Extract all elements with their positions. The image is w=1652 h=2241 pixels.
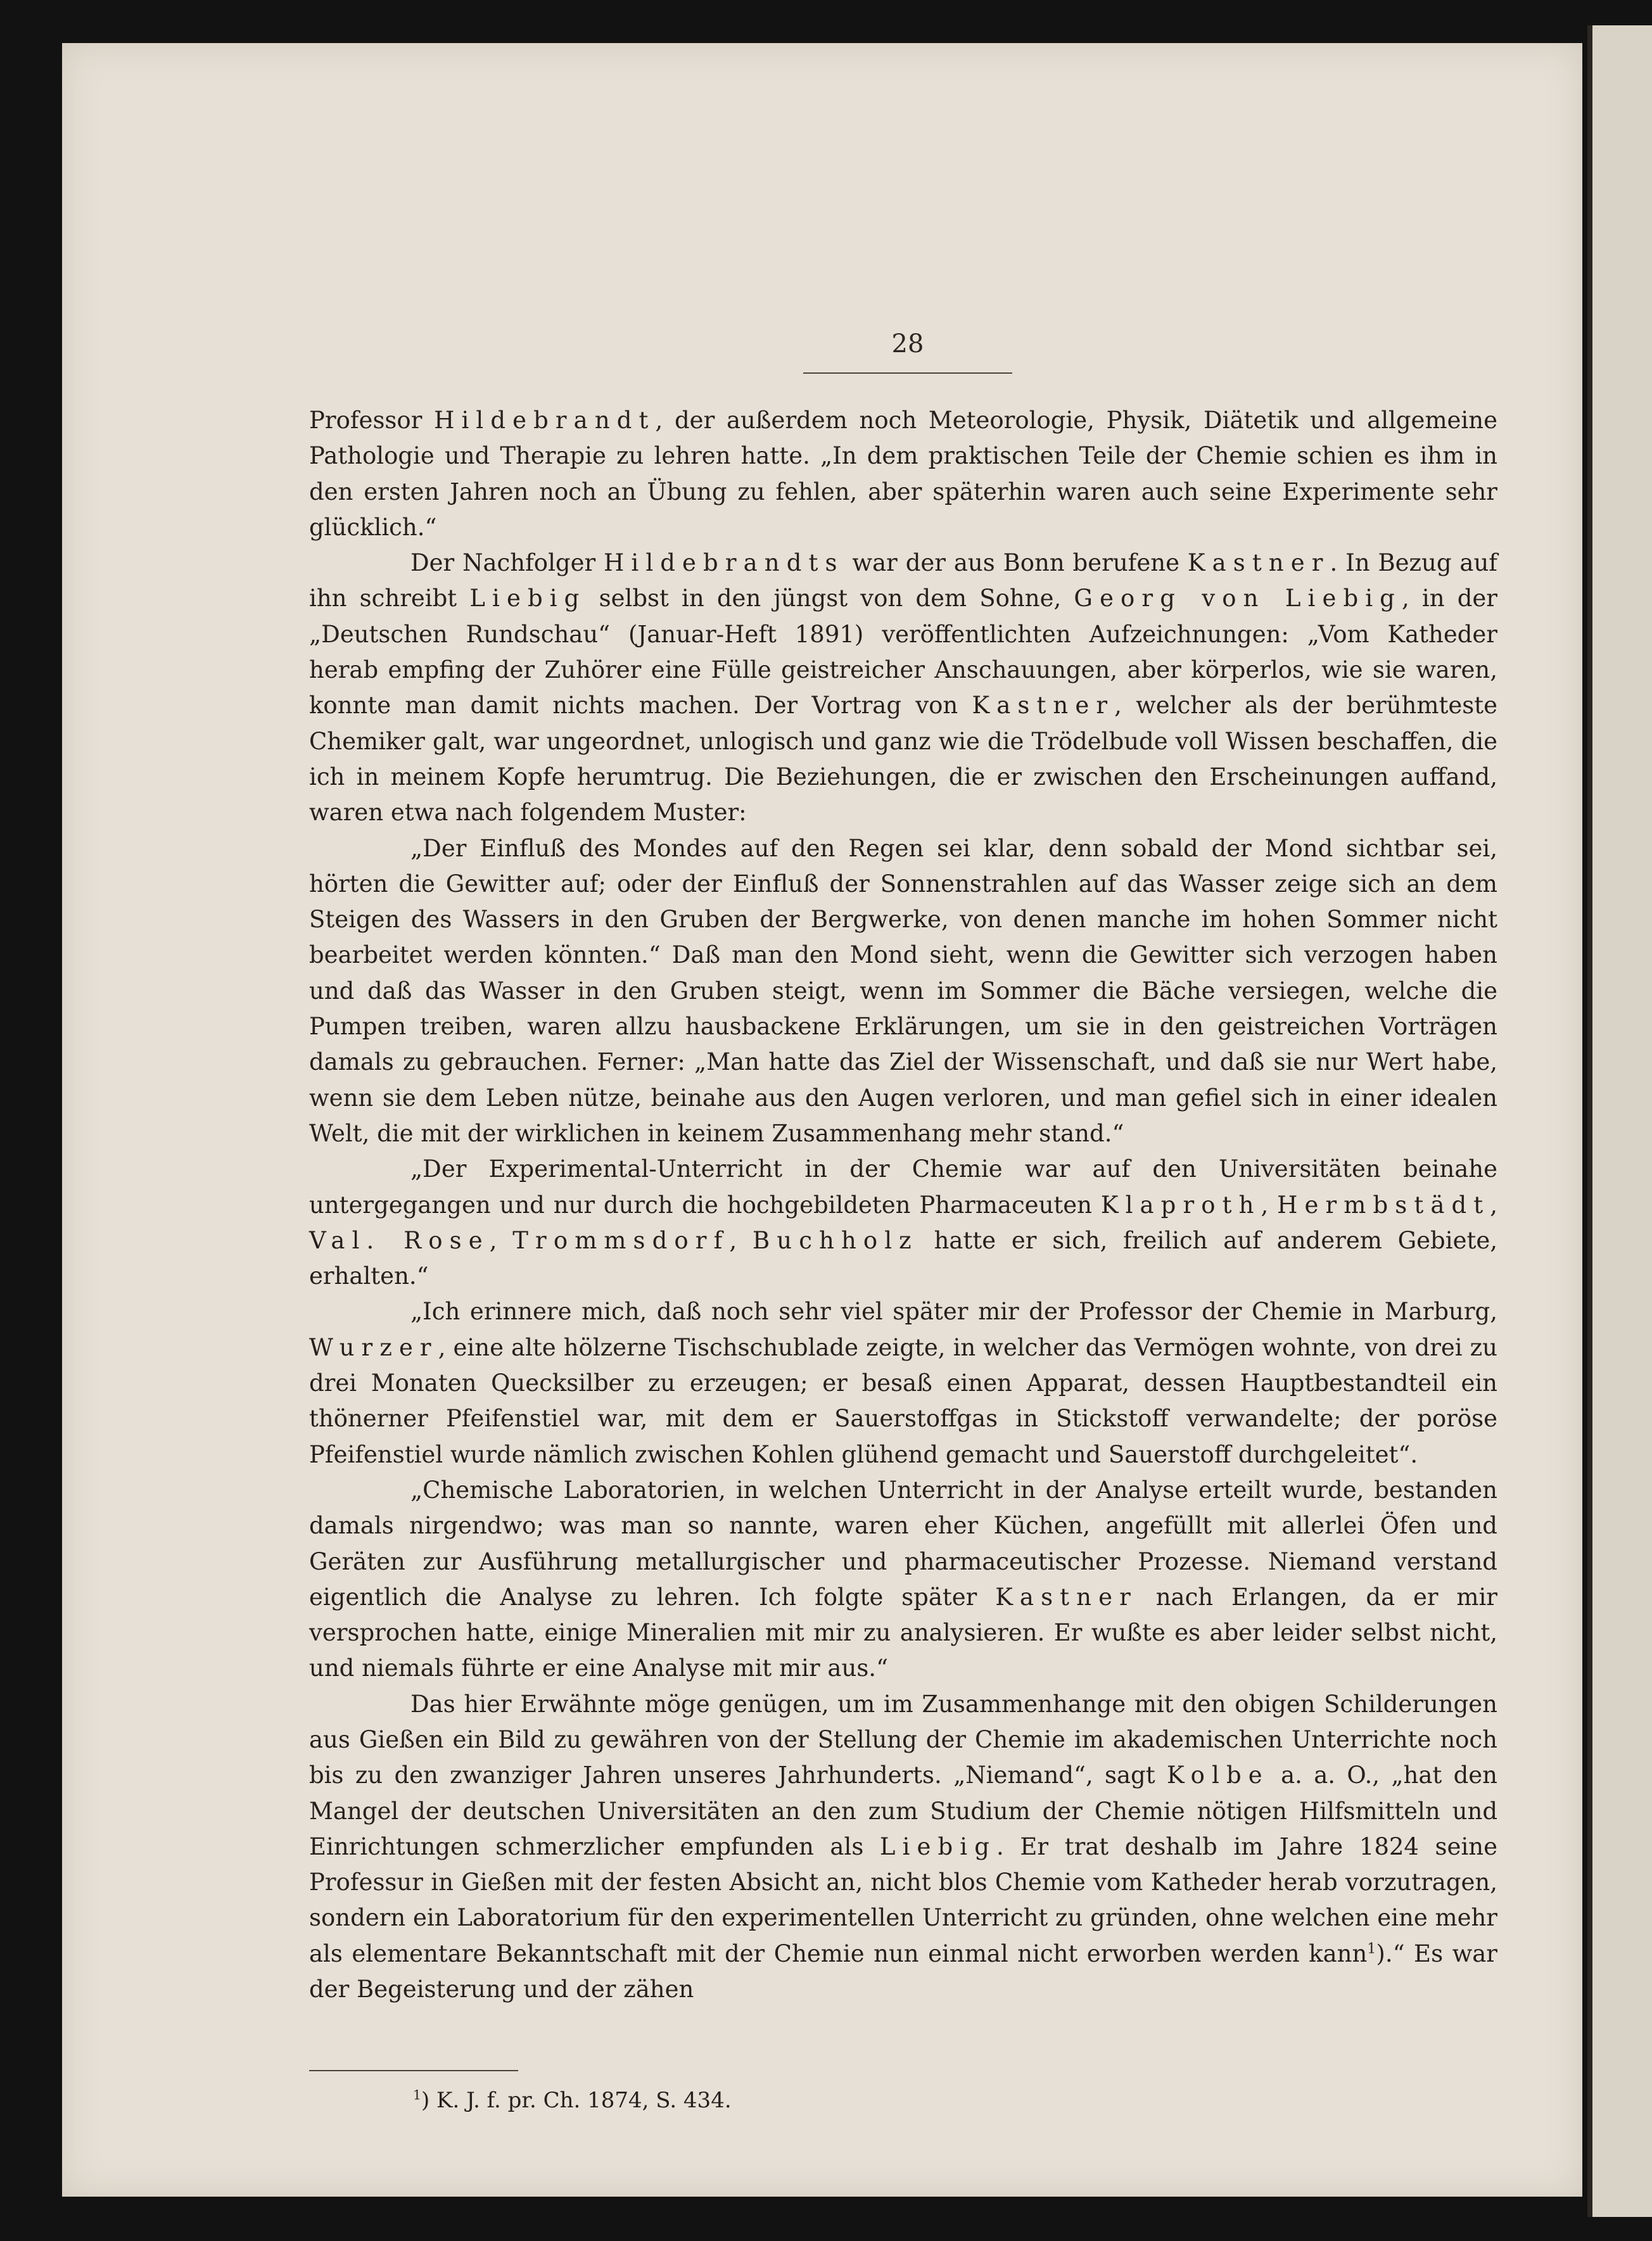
text-run: hatte er sich, freilich auf anderem Gebiete, erhalten.“: [309, 1226, 1497, 1290]
name-spaced: Kastner: [1187, 549, 1330, 577]
paragraph: [309, 1473, 1497, 1687]
name-spaced: Val. Rose: [309, 1226, 490, 1254]
name-spaced: Hildebrandt: [434, 407, 656, 434]
footnote: [413, 2088, 732, 2113]
text-run: , in der „Deutschen Rundschau“ (Januar-Heft 1891) veröffentlichten Aufzeichnungen: „Vom Katheder herab empfing der Zuhörer eine Fülle geistreicher Anschauungen, aber körperlos, wie sie waren, konnte man damit nichts machen. Der Vortrag von: [309, 585, 1497, 720]
text-run: , eine alte hölzerne Tischschublade zeigte, in welcher das Vermögen wohnte, von drei zu drei Monaten Quecksilber zu erzeugen; er besaß einen Apparat, dessen Hauptbestandteil ein thönerner Pfeifenstiel war, mit dem er Sauerstoffgas in Stickstoff verwandelte; der poröse Pfeifenstiel wurde nämlich zwischen Kohlen glühend gemacht und Sauerstoff durchgeleitet“.: [309, 1333, 1497, 1468]
text-run: „Der Einfluß des Mondes auf den Regen sei klar, denn sobald der Mond sichtbar sei, hörten die Gewitter auf; oder der Einfluß der Sonnenstrahlen auf das Wasser zeige sich an dem Steigen des Wassers in den Gruben der Bergwerke, von denen manche im hohen Sommer nicht bearbeitet werden könnten.“ Daß man den Mond sieht, wenn die Gewitter sich verzogen haben und daß das Wasser in den Gruben steigt, wenn im Sommer die Bäche versiegen, welche die Pumpen treiben, waren allzu hausbackene Erklärungen, um sie in den geistreichen Vorträgen damals zu gebrauchen. Ferner: „Man hatte das Ziel der Wissenschaft, und daß sie nur Wert habe, wenn sie dem Leben nütze, beinahe aus den Augen verloren, und man gefiel sich in einer idealen Welt, die mit der wirklichen in keinem Zusammenhang mehr stand.“: [309, 834, 1497, 1147]
page-number: 28: [803, 329, 1012, 374]
text-run: ,: [729, 1226, 753, 1254]
footnote-marker: 1: [413, 2087, 421, 2103]
text-run: selbst in den jüngst von dem Sohne,: [586, 585, 1074, 613]
adjacent-page-edge: [1587, 25, 1652, 2217]
text-run: ,: [1261, 1191, 1278, 1219]
text-run: a. a. O., „hat den Mangel der deutschen Universitäten an den zum Studium der Chemie nötigen Hilfsmitteln und Einrichtungen schmerzlicher empfunden als: [309, 1762, 1497, 1860]
text-run: , welcher als der berühmteste Chemiker galt, war ungeordnet, unlogisch und ganz wie die Trödelbude voll Wissen beschaffen, die ich in meinem Kopfe herumtrug. Die Beziehungen, die er zwischen den Erscheinungen auffand, waren etwa nach folgendem Muster:: [309, 692, 1497, 827]
name-spaced: Liebig: [879, 1832, 997, 1860]
name-spaced: Wurzer: [309, 1333, 438, 1361]
text-run: ,: [489, 1226, 513, 1254]
paragraph: [309, 831, 1497, 1152]
name-spaced: Kastner: [995, 1583, 1138, 1611]
name-spaced: Buchholz: [752, 1226, 918, 1254]
paragraph: [309, 1294, 1497, 1472]
name-spaced: Klaproth: [1100, 1191, 1261, 1219]
text-run: ).“ Es war der Begeisterung und der zähen: [309, 1939, 1497, 2003]
text-run: nach Erlangen, da er mir versprochen hatte, einige Mineralien mit mir zu analysieren. Er wußte es aber leider selbst nicht, und niemals führte er eine Analyse mit mir aus.“: [309, 1583, 1497, 1682]
text-run: , der außerdem noch Meteorologie, Physik, Diätetik und allgemeine Pathologie und Therapie zu lehren hatte. „In dem praktischen Teile der Chemie schien es ihm in den ersten Jahren noch an Übung zu fehlen, aber späterhin waren auch seine Experimente sehr glücklich.“: [309, 407, 1497, 541]
name-spaced: Georg von Liebig: [1074, 585, 1402, 613]
text-run: „Ich erinnere mich, daß noch sehr viel später mir der Professor der Chemie in Marburg,: [410, 1298, 1497, 1326]
paragraph: [309, 1152, 1497, 1294]
paragraph: [309, 403, 1497, 545]
footnote-text: ) K. J. f. pr. Ch. 1874, S. 434.: [421, 2088, 732, 2113]
text-run: Professor: [309, 407, 435, 434]
text-run: . Er trat deshalb im Jahre 1824 seine Professur in Gießen mit der festen Absicht an, nicht blos Chemie vom Katheder herab vorzutragen, sondern ein Laboratorium für den experimentellen Unterricht zu gründen, ohne welchen eine mehr als elementare Bekanntschaft mit der Chemie nun einmal nicht erworben werden kann: [309, 1832, 1498, 1967]
text-run: „Chemische Laboratorien, in welchen Unterricht in der Analyse erteilt wurde, bestanden damals nirgendwo; was man so nannte, waren eher Küchen, angefüllt mit allerlei Öfen und Geräten zur Ausführung metallurgischer und pharmaceutischer Prozesse. Niemand verstand eigentlich die Analyse zu lehren. Ich folgte später: [309, 1476, 1497, 1611]
text-run: „Der Experimental-Unterricht in der Chemie war auf den Universitäten beinahe untergegangen und nur durch die hochgebildeten Pharmaceuten: [309, 1155, 1497, 1219]
text-run: war der aus Bonn berufene: [844, 549, 1188, 577]
text-run: Das hier Erwähnte möge genügen, um im Zusammenhange mit den obigen Schilderungen aus Gießen ein Bild zu gewähren von der Stellung der Chemie im akademischen Unterrichte noch bis zu den zwanziger Jahren unseres Jahrhunderts. „Niemand“, sagt: [309, 1690, 1497, 1789]
name-spaced: Hermbstädt: [1277, 1191, 1490, 1219]
body-text: [309, 403, 1497, 2007]
footnote-rule: [309, 2070, 518, 2071]
text-run: Der Nachfolger: [410, 549, 604, 577]
name-spaced: Kastner: [972, 692, 1115, 720]
text-run: ,: [1490, 1191, 1497, 1219]
name-spaced: Trommsdorf: [512, 1226, 730, 1254]
text-run: . In Bezug auf ihn schreibt: [309, 549, 1497, 613]
name-spaced: Hildebrandts: [604, 549, 844, 577]
name-spaced: Kolbe: [1166, 1762, 1269, 1789]
name-spaced: Liebig: [469, 585, 587, 613]
footnote-reference: 1: [1367, 1940, 1376, 1957]
paragraph: [309, 545, 1497, 830]
paragraph: [309, 1687, 1497, 2008]
